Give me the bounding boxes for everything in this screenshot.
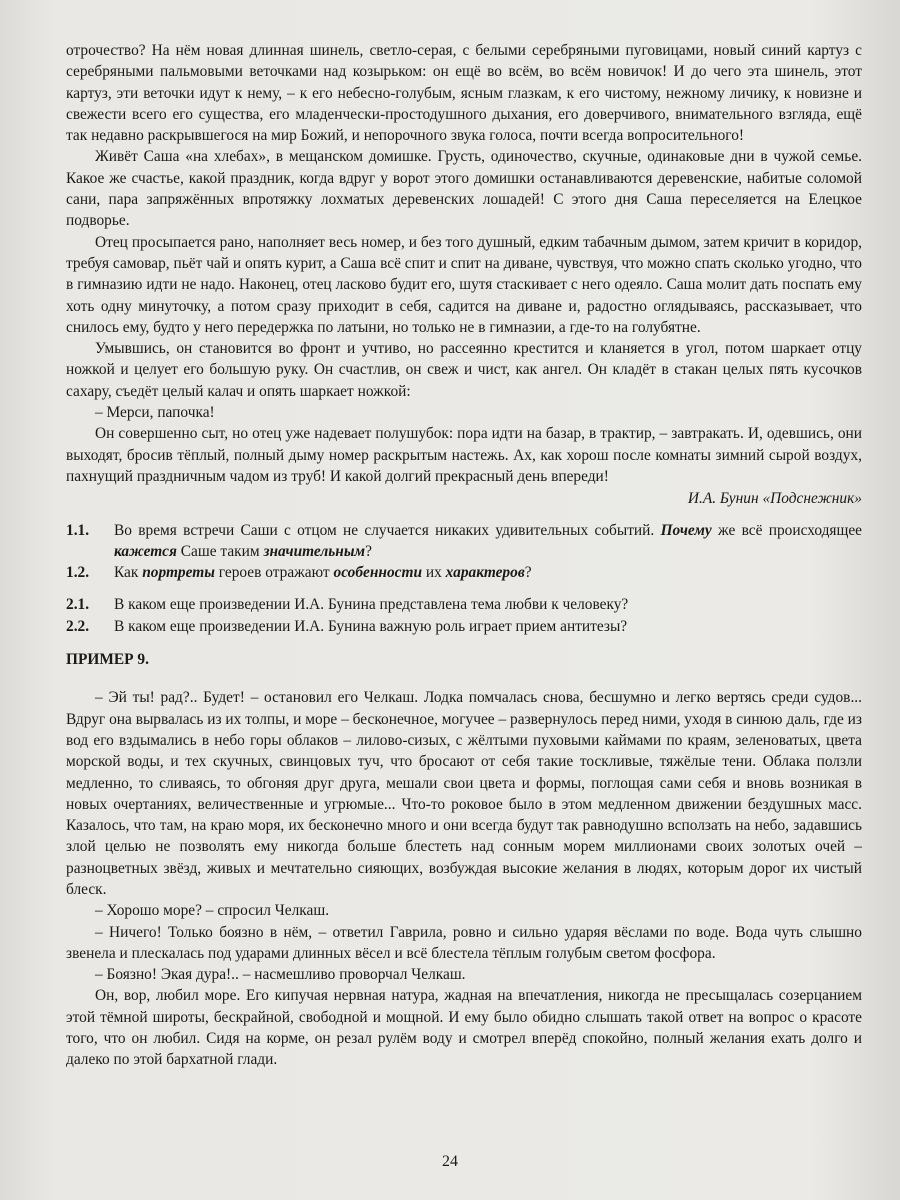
question-1-2 [66,562,862,583]
page-content [66,40,862,1071]
passage1-signature: И.А. Бунин «Подснежник» [687,490,862,508]
passage2-dialogue-2: – Боязно! Экая дура!.. – насмешливо проворчал Челкаш. [95,966,466,984]
passage2-dialogue-1: – Хорошо море? – спросил Челкаш. [95,902,330,920]
question-number: 1.2. [66,564,90,582]
passage1-paragraph-4: Умывшись, он становится во фронт и учтиво, но рассеянно крестится и кланяется в угол, потом шаркает отцу ножкой и целует его большую руку. Он счастлив, он свеж и чист, как ангел. Он кладёт в стакан целых пять кусочков сахару, съедёт целый калач и опять шаркает ножкой: [66,340,862,400]
passage1-paragraph-1: отрочество? На нём новая длинная шинель, светло-серая, с белыми серебряными пуговицами, новый синий картуз с серебряными пальмовыми веточками над козырьком: он ещё во всём, во всём новичок! И до чего эта шинель, этот картуз, эти веточки идут к нему, – к его небесно-голубым, ясным глазкам, к его чистому, нежному личику, к новизне и свежести всего его существа, его младенчески-простодушного дыхания, его доверчивого, внимательного взгляда, ещё так недавно раскрывшегося на мир Божий, и непорочного звука голоса, почти всегда вопросительного! [66,42,862,145]
question-number: 2.1. [66,596,90,614]
passage1-paragraph-3: Отец просыпается рано, наполняет весь номер, и без того душный, едким табачным дымом, затем кричит в коридор, требуя самовар, пьёт чай и опять курит, а Саша всё спит и спит на диване, чувствуя, что можно спать сколько угодно, что в гимназию идти не надо. Наконец, отец ласково будит его, шутя стаскивает с него одеяло. Саша молит дать поспать ему хоть одну минуточку, а потом сразу приходит в себя, садится на диване и, радостно оглядываясь, рассказывает, что снилось ему, будто у него передержка по латыни, но только не в гимназии, а где-то на голубятне. [66,233,862,336]
passage2-paragraph-5: Он, вор, любил море. Его кипучая нервная натура, жадная на впечатления, никогда не пресыщалась созерцанием этой тёмной широты, бескрайной, свободной и мощной. И ему было обидно слышать такой ответ на вопрос о красоте того, что он любил. Сидя на корме, он резал рулём воду и смотрел вперёд спокойно, полный желания ехать долго и далеко по этой бархатной глади. [66,987,862,1069]
page-number: 24 [442,1153,458,1170]
question-number: 1.1. [66,521,90,539]
question-2-2 [66,616,862,637]
passage2-paragraph-1: – Эй ты! рад?.. Будет! – остановил его Челкаш. Лодка помчалась снова, бесшумно и легко вертясь среди судов... Вдруг она вырвалась из их толпы, и море – бесконечное, могучее – развернулось перед ними, уходя в синюю даль, где из вод его вздымались в небо горы облаков – лилово-сизых, с жёлтыми пуховыми каймами по краям, зеленоватых, цвета морской воды, и тех скучных, свинцовых туч, что бросают от себя такие тоскливые, тяжёлые тени. Облака ползли медленно, то сливаясь, то обгоняя друг друга, мешали свои цвета и формы, поглощая сами себя и вновь возникая в новых очертаниях, величественные и угрюмые... Что-то роковое было в этом медленном движении бездушных масс. Казалось, что там, на краю моря, их бесконечно много и они всегда будут так равнодушно всползать на небо, задавшись злой целью не позволять ему никогда больше блестеть над сонным морем миллионами своих золотых очей – разноцветных звёзд, живых и мечтательно сияющих, возбуждая высокие желания в людях, которым дорог их чистый блеск. [66,689,862,898]
question-1-1 [66,520,862,563]
example-heading: ПРИМЕР 9. [66,651,149,669]
passage2-paragraph-3: – Ничего! Только боязно в нём, – ответил Гаврила, ровно и сильно ударяя вёслами по воде. Вода чуть слышно звенела и плескалась под ударами длинных вёсел и всё блестела тёплым голубым светом фосфора. [66,923,862,962]
question-text: Как портреты героев отражают особенности их характеров? [114,564,532,582]
question-text: В каком еще произведении И.А. Бунина важную роль играет прием антитезы? [114,617,628,635]
question-2-1 [66,594,862,615]
question-number: 2.2. [66,617,90,635]
passage1-paragraph-2: Живёт Саша «на хлебах», в мещанском домишке. Грусть, одиночество, скучные, одинаковые дни в чужой семье. Какое же счастье, какой праздник, когда вдруг у ворот этого домишки останавливаются деревенские, набитые соломой сани, пара запряжённых впротяжку лохматых деревенских лошадей! С этого дня Саша переселяется на Елецкое подворье. [66,148,862,230]
passage1-paragraph-6: Он совершенно сыт, но отец уже надевает полушубок: пора идти на базар, в трактир, – завтракать. И, одевшись, они выходят, бросив тёплый, полный дыму номер раскрытым настежь. Ах, как хорош после комнаты зимний сырой воздух, пахнущий праздничным чадом из труб! И какой долгий прекрасный день впереди! [66,425,862,485]
question-text: В каком еще произведении И.А. Бунина представлена тема любви к человеку? [114,596,629,614]
question-text: Во время встречи Саши с отцом не случается никаких удивительных событий. Почему же всё происходящее кажется Саше таким значительным? [114,521,863,560]
passage1-dialogue: – Мерси, папочка! [95,404,215,422]
